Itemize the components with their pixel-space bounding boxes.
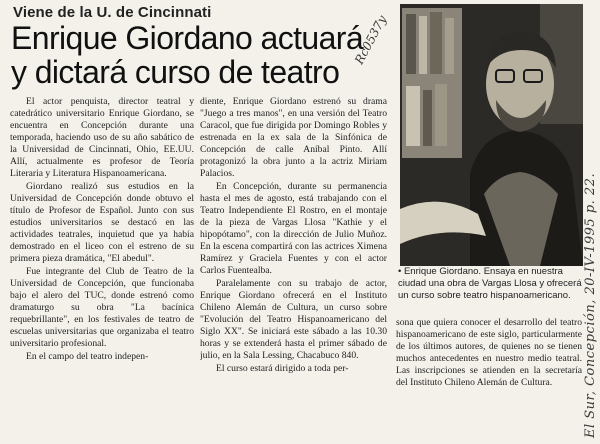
paragraph: En Concepción, durante su permanencia hasta el mes de agosto, está trabajando con el Teatro Independiente El Rostro, en el montaje de la pieza de Vargas Llosa "Kathie y el hipopótamo", con la dirección de Julio Muñoz. En la escena compartirá con las actrices Ximena Ramírez y Graciela Fuentes y con el actor Carlos Fuentealba. [200,181,387,276]
headline [11,21,391,89]
article-column-3 [396,317,582,444]
kicker: Viene de la U. de Cincinnati [13,4,212,21]
paragraph: El actor penquista, director teatral y catedrático universitario Enrique Giordano, se encuentra en Concepción durante una temporada, haciendo uso de su año sabático de la Universidad de Cincinnati, Ohio, EE.UU. Allí, actualmente es profesor de Teoría Literaria y Literatura Hispanoamericana. [10,96,194,179]
paragraph: Giordano realizó sus estudios en la Universidad de Concepción donde obtuvo el título de Profesor de Español. Junto con sus estudios universitarios se destacó en las actividades teatrales, inquietud que ya había demostrado en el liceo con el estreno de su primera pieza dramática, "El abedul". [10,181,194,264]
portrait-illustration [400,4,583,266]
paragraph: Paralelamente con su trabajo de actor, Enrique Giordano ofrecerá en el Instituto Chileno Alemán de Cultura, un curso sobre "Evolución del Teatro Hispanoamericano del Siglo XX". Se iniciará este sábado a las 10.30 horas y se extenderá hasta el primer sábado de julio, en la Sala Lessing, Chacabuco 840. [200,278,387,361]
handwritten-code: Rc0537y [352,13,390,67]
paragraph: Fue integrante del Club de Teatro de la Universidad de Concepción, que funcionaba bajo el alero del TUC, donde estrenó como dramaturgo su obra "La bacínica requebrillante", en los festivales de teatro de escuelas universitarias que organizaba el teatro universitario profesional. [10,266,194,349]
portrait-photo [400,4,583,266]
handwritten-source-date: El Sur, Concepción, 20-IV-1995 p. 22. [583,172,598,438]
paragraph: sona que quiera conocer el desarrollo del teatro hispanoamericano de este siglo, particularmente de los últimos autores, de quienes no se tienen muchos antecedentes en nuestro medio teatral. Las inscripciones se atienden en la secretaría del Instituto Chileno Alemán de Cultura. [396,317,582,388]
article-column-1 [10,96,194,444]
paragraph: diente, Enrique Giordano estrenó su drama "Juego a tres manos", en una versión del Teatro Caracol, que fue dirigida por Domingo Robles y estrenada en la ex sala de la Sinfónica de Concepción de calle Aníbal Pinto. Allí protagonizó la obra junto a la actriz Miriam Palacios. [200,96,387,179]
photo-caption: • Enrique Giordano. Ensaya en nuestra ciudad una obra de Vargas Llosa y ofrecerá un curso sobre teatro hispanoamericano. [398,266,582,301]
paragraph: El curso estará dirigido a toda per- [216,363,349,374]
article-column-2 [200,96,387,444]
headline-line-2: y dictará curso de teatro [11,54,340,90]
paragraph: En el campo del teatro indepen- [26,351,149,362]
headline-line-1: Enrique Giordano actuará [11,20,364,56]
